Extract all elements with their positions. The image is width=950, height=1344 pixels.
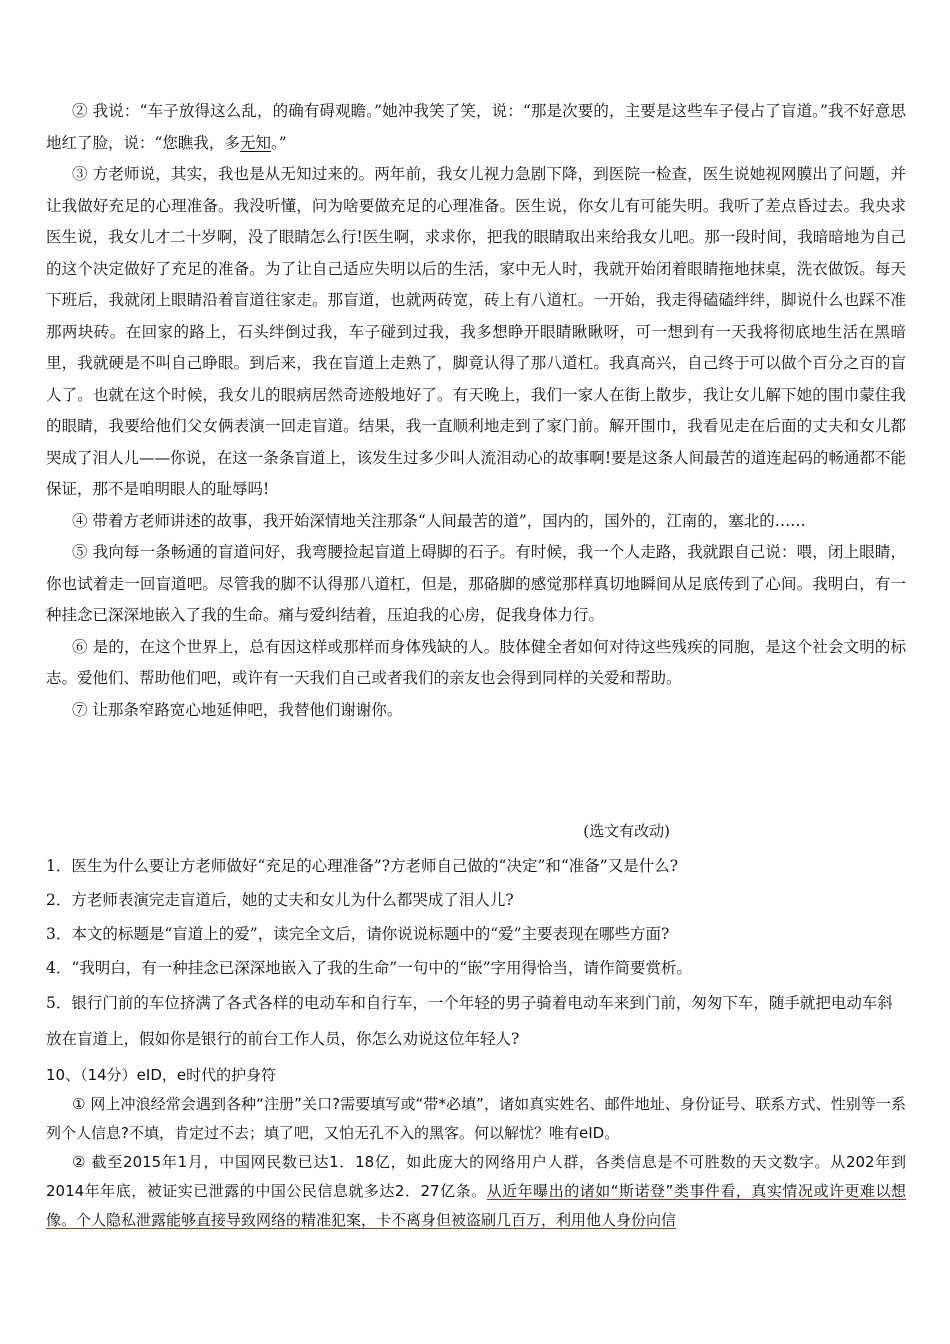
question-1: 1．医生为什么要让方老师做好“充足的心理准备”?方老师自己做的“决定”和“准备”又是什么?: [46, 857, 679, 875]
source-credit: (选文有改动): [583, 822, 670, 840]
underlined-word: 无知: [239, 133, 271, 152]
paragraph-3: ③ 方老师说，其实，我也是从无知过来的。两年前，我女儿视力急剧下降，到医院一检查，医生说她视网膜出了问题，并让我做好充足的心理准备。我没听懂，问为啥要做充足的心理准备。医生说，你女儿有可能失明。我听了差点昏过去。我央求医生说，我女儿才二十岁啊，没了眼睛怎么行!医生啊，求求你，把我的眼睛取出来给我女儿吧。那一段时间，我暗暗地为自己的这个决定做好了充足的准备。为了让自己适应失明以后的生活，家中无人时，我就开始闭着眼睛拖地抹桌，洗衣做饭。每天下班后，我就闭上眼睛沿着盲道往家走。那盲道，也就两砖宽，砖上有八道杠。一开始，我走得磕磕绊绊，脚说什么也踩不准那两块砖。在回家的路上，石头绊倒过我，车子碰到过我，我多想睁开眼睛瞅瞅呀，可一想到有一天我将彻底地生活在黑暗里，我就硬是不叫自己睁眼。到后来，我在盲道上走熟了，脚竟认得了那八道杠。我真高兴，自己终于可以做个百分之百的盲人了。也就在这个时候，我女儿的眼病居然奇迹般地好了。有天晚上，我们一家人在街上散步，我让女儿解下她的围巾蒙住我的眼睛，我要给他们父女俩表演一回走盲道。结果，我一直顺利地走到了家门前。解开围巾，我看见走在后面的丈夫和女儿都哭成了泪人儿——你说，在这一条条盲道上，该发生过多少叫人流泪动心的故事啊!要是这条人间最苦的道连起码的畅通都不能保证，那不是咱明眼人的耻辱吗!: [46, 165, 906, 498]
section-10-paragraph-2: ② 截至2015年1月，中国网民数已达1．18亿，如此庞大的网络用户人群，各类信息是不可胜数的天文数字。从202年到2014年年底，被证实已泄露的中国公民信息就多达2．27亿条。从近年曝出的诸如“斯诺登”类事件看，真实情况或许更难以想像。个人隐私泄露能够直接导致网络的精准犯案，卡不离身但被盗刷几百万，利用他人身份向信: [46, 1153, 907, 1229]
paragraph-2: ② 我说：“车子放得这么乱，的确有碍观瞻。”她冲我笑了笑，说：“那是次要的，主要是这些车子侵占了盲道。”我不好意思地红了脸，说：“您瞧我，多无知。”: [46, 102, 906, 152]
paragraph-5: ⑤ 我向每一条畅通的盲道问好，我弯腰捡起盲道上碍脚的石子。有时候，我一个人走路，我就跟自己说：喂，闭上眼睛，你也试着走一回盲道吧。尽管我的脚不认得那八道杠，但是，那硌脚的感觉那样真切地瞬间从足底传到了心间。我明白，有一种挂念已深深地嵌入了我的生命。痛与爱纠结着，压迫我的心房，促我身体力行。: [46, 543, 906, 624]
question-list: [46, 849, 906, 1057]
question-3: 3．本文的标题是“盲道上的爱”，读完全文后，请你说说标题中的“爱”主要表现在哪些方面?: [46, 925, 670, 943]
passage-body: [46, 96, 906, 726]
section-10-paragraph-1: ① 网上冲浪经常会遇到各种“注册”关口?需要填写或“带*必填”，诸如真实姓名、邮件地址、身份证号、联系方式、性别等一系列个人信息?不填，肯定过不去；填了吧，又怕无孔不入的黑客。何以解忧？唯有eID。: [46, 1095, 906, 1142]
question-2: 2．方老师表演完走盲道后，她的丈夫和女儿为什么都哭成了泪人儿?: [46, 891, 514, 909]
paragraph-7: ⑦ 让那条窄路宽心地延伸吧，我替他们谢谢你。: [72, 700, 403, 719]
section-10: [46, 1060, 906, 1235]
paragraph-6: ⑥ 是的，在这个世界上，总有因这样或那样而身体残缺的人。肢体健全者如何对待这些残疾的同胞，是这个社会文明的标志。爱他们、帮助他们吧，或许有一天我们自己或者我们的亲友也会得到同样的关爱和帮助。: [46, 637, 906, 687]
question-5: 5．银行门前的车位挤满了各式各样的电动车和自行车，一个年轻的男子骑着电动车来到门前，匆匆下车，随手就把电动车斜放在盲道上，假如你是银行的前台工作人员，你怎么劝说这位年轻人?: [46, 994, 893, 1048]
paragraph-4: ④ 带着方老师讲述的故事，我开始深情地关注那条“人间最苦的道”，国内的，国外的，江南的，塞北的……: [72, 511, 806, 530]
section-10-title: 10、（14分）eID，e时代的护身符: [46, 1066, 277, 1084]
question-4: 4．“我明白，有一种挂念已深深地嵌入了我的生命”一句中的“嵌”字用得恰当，请作简要赏析。: [46, 959, 693, 977]
underlined-sentence: 从近年曝出的诸如“斯诺登”类事件看，真实情况或许更难以想像。个人隐私泄露能够直接导致网络的精准犯案，卡不离身但被盗刷几百万，利用他人身份向信: [46, 1182, 907, 1229]
